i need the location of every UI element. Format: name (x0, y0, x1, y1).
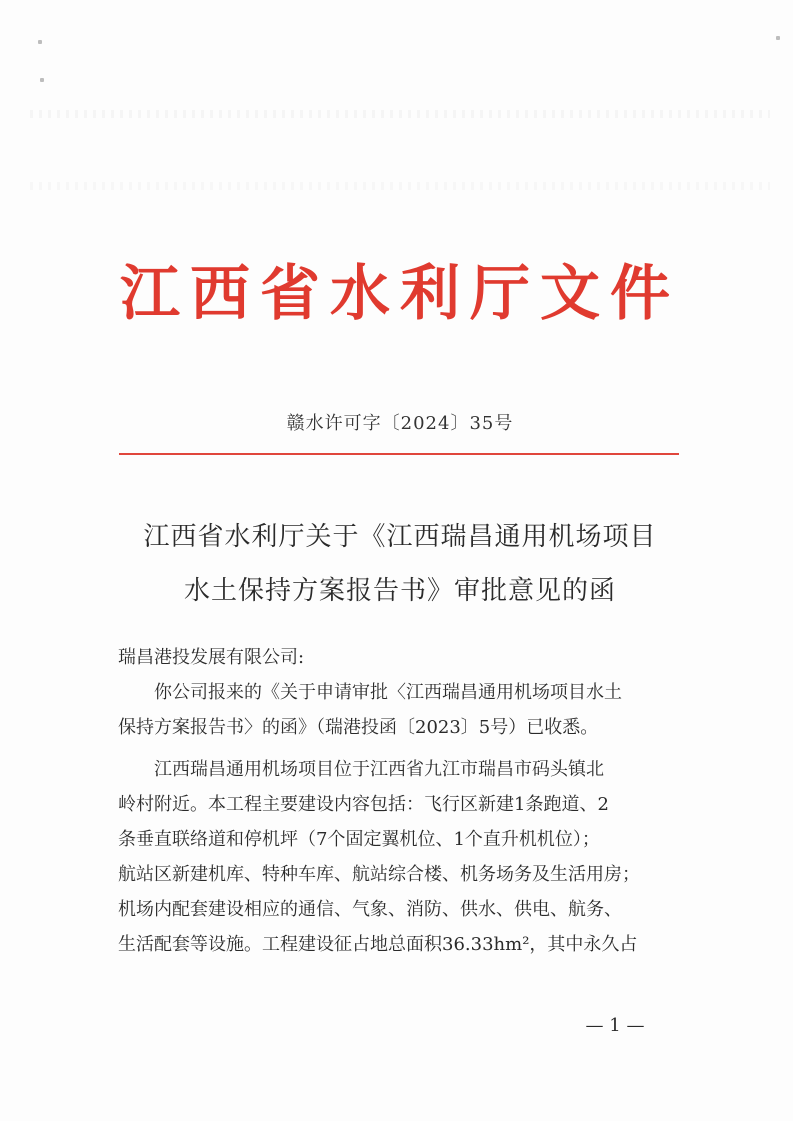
body-line: 机场内配套建设相应的通信、气象、消防、供水、供电、航务、 (118, 899, 622, 920)
scan-artifact-dot (38, 40, 42, 44)
addressee: 瑞昌港投发展有限公司: (118, 647, 305, 668)
page-number: — 1 — (585, 1015, 645, 1036)
paragraph-gap (118, 745, 686, 752)
body-line: 条垂直联络道和停机坪（7个固定翼机位、1个直升机机位）； (118, 829, 600, 850)
body-line: 航站区新建机库、特种车库、航站综合楼、机务场务及生活用房； (118, 864, 640, 885)
body-line: 江西瑞昌通用机场项目位于江西省九江市瑞昌市码头镇北 (118, 759, 604, 780)
document-body (118, 640, 686, 962)
document-title-line: 水土保持方案报告书》审批意见的函 (183, 576, 616, 606)
scan-artifact-band (30, 110, 770, 118)
body-line: 生活配套等设施。工程建设征占地总面积36.33hm²，其中永久占 (118, 934, 638, 955)
issuer-title: 江西省水利厅文件 (120, 259, 680, 329)
document-title-line: 江西省水利厅关于《江西瑞昌通用机场项目 (143, 522, 657, 552)
scan-artifact-dot (40, 78, 44, 82)
body-line: 你公司报来的《关于申请审批〈江西瑞昌通用机场项目水土 (118, 682, 622, 703)
body-line: 岭村附近。本工程主要建设内容包括：飞行区新建1条跑道、2 (118, 794, 609, 815)
document-title (100, 510, 700, 618)
document-number: 赣水许可字〔2024〕35号 (286, 413, 514, 434)
header-divider (119, 453, 679, 455)
scan-artifact-dot (776, 36, 780, 40)
scan-artifact-band (30, 182, 770, 190)
body-line: 保持方案报告书〉的函》（瑞港投函〔2023〕5号）已收悉。 (118, 717, 599, 738)
